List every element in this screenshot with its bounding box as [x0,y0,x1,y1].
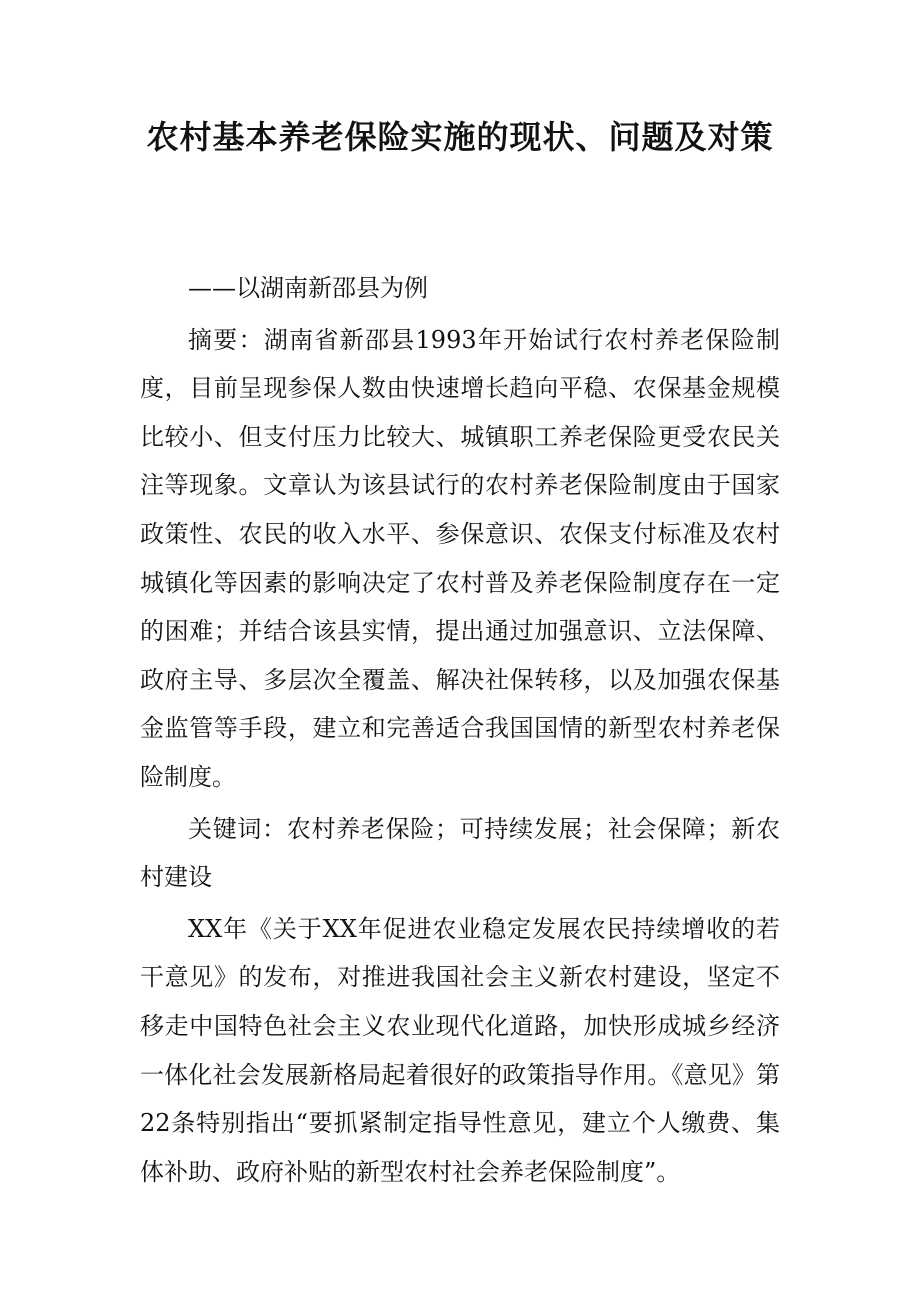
abstract-paragraph: 摘要：湖南省新邵县1993年开始试行农村养老保险制度，目前呈现参保人数由快速增长趋向平稳、农保基金规模比较小、但支付压力比较大、城镇职工养老保险更受农民关注等现象。文章认为该县试行的农村养老保险制度由于国家政策性、农民的收入水平、参保意识、农保支付标准及农村城镇化等因素的影响决定了农村普及养老保险制度存在一定的困难；并结合该县实情，提出通过加强意识、立法保障、政府主导、多层次全覆盖、解决社保转移，以及加强农保基金监管等手段，建立和完善适合我国国情的新型农村养老保险制度。 [140,325,780,791]
document-body [140,264,780,1196]
document-title: 农村基本养老保险实施的现状、问题及对策 [146,118,774,156]
subtitle: ——以湖南新邵县为例 [188,274,428,302]
keywords-paragraph: 关键词：农村养老保险；可持续发展；社会保障；新农村建设 [140,814,780,892]
body-paragraph: XX年《关于XX年促进农业稳定发展农民持续增收的若干意见》的发布，对推进我国社会主义新农村建设，坚定不移走中国特色社会主义农业现代化道路，加快形成城乡经济一体化社会发展新格局起着很好的政策指导作用。《意见》第22条特别指出“要抓紧制定指导性意见，建立个人缴费、集体补助、政府补贴的新型农村社会养老保险制度”。 [140,914,780,1186]
